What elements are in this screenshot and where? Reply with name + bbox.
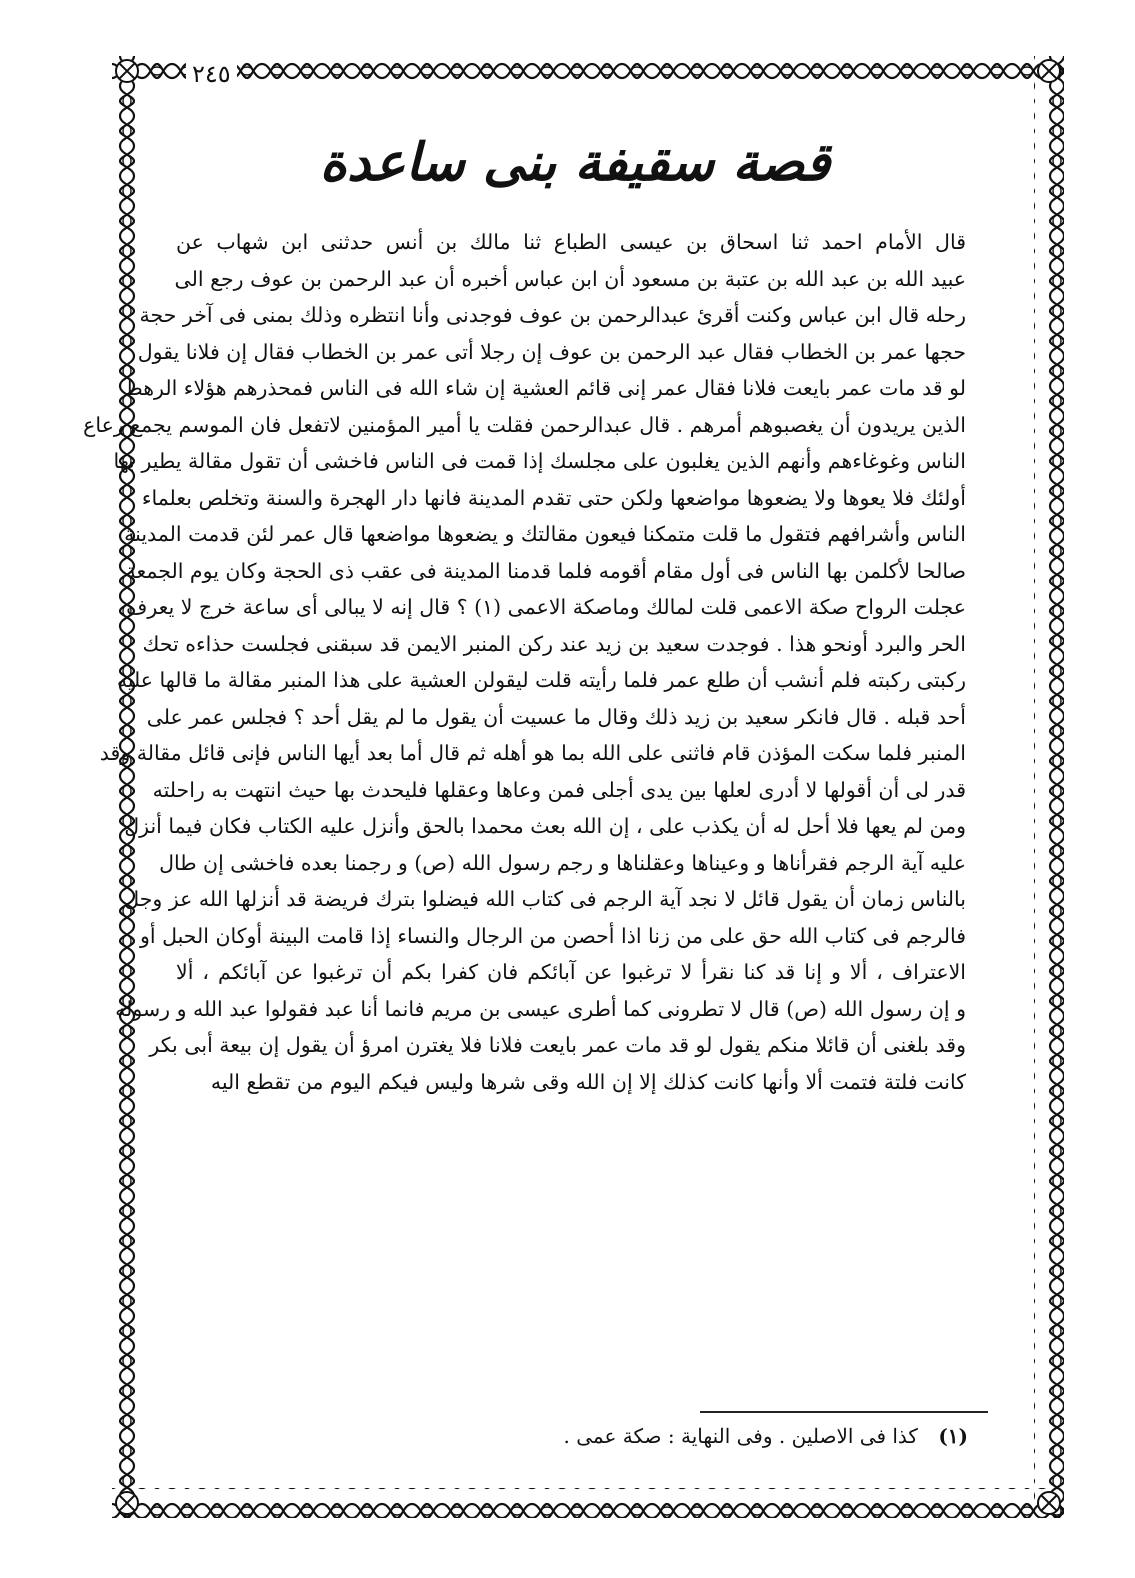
text-line: أولئك فلا يعوها ولا يضعوها مواضعها ولكن حتى تقدم المدينة فانها دار الهجرة والسنة وتخلص بعلماء bbox=[141, 485, 966, 510]
text-line: الذين يريدون أن يغصبوهم أمرهم . قال عبدالرحمن فقلت يا أمير المؤمنين لاتفعل فان الموسم يجمع رعاع bbox=[83, 412, 966, 437]
text-line: المنبر فلما سكت المؤذن قام فاثنى على الله بما هو أهله ثم قال أما بعد أيها الناس فإنى قائل مقالة وقد bbox=[99, 741, 966, 765]
body-text bbox=[83, 224, 966, 1100]
text-line: قال الأمام احمد ثنا اسحاق بن عيسى الطباع ثنا مالك بن أنس حدثنى ابن شهاب عن bbox=[176, 230, 966, 254]
text-line: أحد قبله . قال فانكر سعيد بن زيد ذلك وقال ما عسيت أن يقول ما لم يقل أحد ؟ فجلس عمر على bbox=[146, 704, 966, 729]
footnote bbox=[520, 1418, 968, 1454]
border-top bbox=[112, 56, 1064, 86]
text-line: وقد بلغنى أن قائلا منكم يقول لو قد مات عمر بايعت فلانا فلا يغترن امرؤ أن يقول إن بيعة أبى بكر bbox=[149, 1033, 966, 1057]
text-line: عليه آية الرجم فقرأناها و وعيناها وعقلناها و رجم رسول الله (ص) و رجمنا بعده فاخشى إن طال bbox=[159, 850, 966, 875]
text-line: فالرجم فى كتاب الله حق على من زنا اذا أحصن من الرجال والنساء إذا قامت البينة أوكان الحبل أو bbox=[139, 923, 966, 948]
text-line: و إن رسول الله (ص) قال لا تطرونى كما أطرى عيسى بن مريم فانما أنا عبد فقولوا عبد الله و رسوله bbox=[115, 996, 966, 1021]
border-bottom bbox=[112, 1488, 1064, 1518]
text-line: بالناس زمان أن يقول قائل لا نجد آية الرجم فى كتاب الله فيضلوا بترك فريضة قد أنزلها الله عز وجل bbox=[124, 887, 966, 911]
text-line: الاعتراف ، ألا و إنا قد كنا نقرأ لا ترغبوا عن آبائكم فان كفرا بكم أن ترغبوا عن آبائكم ، ألا bbox=[176, 960, 966, 984]
text-line: عبيد الله بن عبد الله بن عتبة بن مسعود أن ابن عباس أخبره أن عبد الرحمن بن عوف رجع الى bbox=[174, 266, 966, 291]
text-line: عجلت الرواح صكة الاعمى قلت لمالك وماصكة الاعمى (١) ؟ قال إنه لا يبالى أى ساعة خرج لا يعرف bbox=[126, 595, 966, 619]
text-line: رحله قال ابن عباس وكنت أقرئ عبدالرحمن بن عوف فوجدنى وأنا انتظره وذلك بمنى فى آخر حجة bbox=[139, 303, 966, 327]
text-line: ومن لم يعها فلا أحل له أن يكذب على ، إن الله بعث محمدا بالحق وأنزل عليه الكتاب فكان فيما أنزل bbox=[124, 814, 966, 838]
text-line: الناس وغوغاءهم وأنهم الذين يغلبون على مجلسك إذا قمت فى الناس فاخشى أن تقول مقالة يطير بها bbox=[113, 449, 966, 473]
text-line: ركبتى ركبته فلم أنشب أن طلع عمر فلما رأيته قلت ليقولن العشية على هذا المنبر مقالة ما قالها عليه bbox=[116, 668, 966, 692]
text-line: الحر والبرد أونحو هذا . فوجدت سعيد بن زيد عند ركن المنبر الايمن قد سبقنى فجلست حذاءه تحك bbox=[142, 631, 966, 656]
footnote-marker: (١) bbox=[938, 1424, 968, 1448]
chapter-title: قصة سقيفة بنى ساعدة bbox=[319, 132, 831, 193]
text-line: كانت فلتة فتمت ألا وأنها كانت كذلك إلا إن الله وقى شرها وليس فيكم اليوم من تقطع اليه bbox=[210, 1069, 966, 1094]
footnote-text: كذا فى الاصلين . وفى النهاية : صكة عمى . bbox=[563, 1424, 918, 1448]
text-line: قدر لى أن أقولها لا أدرى لعلها بين يدى أجلى فمن وعاها وعقلها فليحدث بها حيث انتهت به راحلته bbox=[152, 777, 966, 802]
footnote-divider bbox=[700, 1411, 988, 1413]
page-number: ٢٤٥ bbox=[186, 60, 237, 88]
border-left bbox=[112, 56, 142, 1518]
text-line: لو قد مات عمر بايعت فلانا فقال عمر إنى قائم العشية إن شاء الله فى الناس فمحذرهم هؤلاء الرهط bbox=[123, 376, 966, 400]
text-line: صالحا لأكلمن بها الناس فى أول مقام أقومه فلما قدمنا المدينة فى عقب ذى الحجة وكان يوم الجمعة bbox=[125, 558, 966, 583]
text-line: الناس وأشرافهم فتقول ما قلت متمكنا فيعون مقالتك و يضعوها مواضعها قال عمر لئن قدمت المدينة bbox=[124, 522, 966, 546]
border-right bbox=[1034, 56, 1064, 1518]
text-line: حجها عمر بن الخطاب فقال عبد الرحمن بن عوف إن رجلا أتى عمر بن الخطاب فقال إن فلانا يقول bbox=[137, 339, 966, 364]
